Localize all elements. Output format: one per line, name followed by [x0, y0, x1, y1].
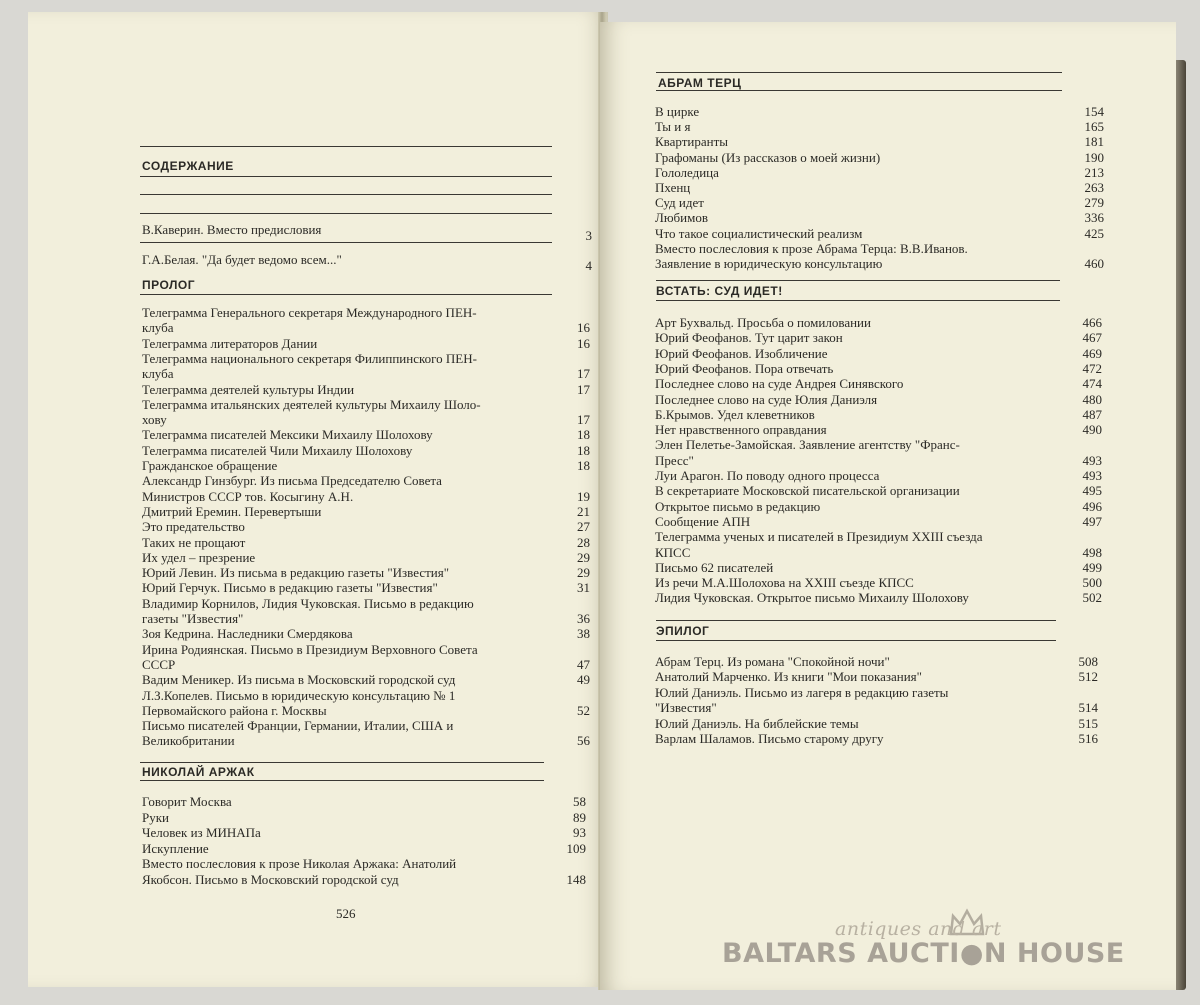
toc-entry-page: 29	[577, 565, 590, 581]
toc-entry-text: В.Каверин. Вместо предисловия	[142, 222, 322, 237]
toc-entry-page: 52	[577, 702, 590, 718]
toc-entry-text: Пхенц	[655, 180, 691, 195]
toc-entry-text: клуба	[142, 320, 174, 336]
toc-entry-text: Владимир Корнилов, Лидия Чуковская. Письмо в редакцию	[142, 595, 474, 611]
toc-entry-text: Заявление в юридическую консультацию	[655, 256, 883, 271]
toc-entry-page: 496	[1082, 498, 1102, 514]
toc-entry-page: 279	[1084, 195, 1104, 211]
section-title-arzhak: НИКОЛАЙ АРЖАК	[142, 765, 255, 779]
toc-entry-page: 165	[1084, 119, 1104, 135]
toc-entry-page: 498	[1082, 544, 1102, 560]
toc-entry-text: Нет нравственного оправдания	[655, 422, 827, 438]
toc-entry-page: 181	[1084, 134, 1104, 150]
toc-entry-page: 109	[566, 840, 586, 856]
toc-entry-page: 58	[573, 794, 586, 809]
toc-entry-text: Абрам Терц. Из романа "Спокойной ночи"	[655, 654, 890, 669]
rule	[656, 620, 1056, 621]
toc-entry-page: 49	[577, 672, 590, 688]
toc-entry-text: Искупление	[142, 840, 209, 856]
toc-entry-page: 16	[577, 320, 590, 336]
toc-entry-page: 466	[1082, 315, 1102, 330]
toc-entry-page: 497	[1082, 513, 1102, 529]
toc-entry-page: 31	[577, 580, 590, 596]
rule	[656, 300, 1060, 301]
toc-entry-text: Квартиранты	[655, 134, 729, 150]
rule	[656, 280, 1060, 281]
toc-entry-page: 28	[577, 534, 590, 550]
toc-entry-text: Открытое письмо в редакцию	[655, 498, 821, 514]
toc-entry-text: Александр Гинзбург. Из письма Председателю Совета	[142, 473, 442, 489]
toc-entry-page: 89	[573, 809, 586, 825]
toc-entry-text: Это предательство	[142, 519, 245, 535]
toc-entry-text: Сообщение АПН	[655, 513, 751, 529]
toc-entry-text: Юрий Феофанов. Изобличение	[655, 345, 828, 361]
toc-entry-page: 480	[1082, 391, 1102, 407]
toc-entry-page: 472	[1082, 360, 1102, 376]
toc-entry-text: Юрий Герчук. Письмо в редакцию газеты "Известия"	[142, 580, 438, 596]
toc-entry-page: 460	[1084, 256, 1104, 271]
toc-entry-page: 3	[585, 228, 592, 243]
toc-entry-text: Арт Бухвальд. Просьба о помиловании	[655, 315, 871, 330]
toc-entry-text: В цирке	[655, 104, 700, 119]
section-title-epilog: ЭПИЛОГ	[656, 624, 710, 638]
toc-entry-page: 17	[577, 366, 590, 382]
toc-entry-page: 508	[1078, 654, 1098, 669]
toc-entry-text: Б.Крымов. Удел клеветников	[655, 406, 815, 422]
toc-entry-page: 512	[1078, 669, 1098, 685]
toc-entry-text: Письмо писателей Франции, Германии, Италии, США и	[142, 718, 454, 734]
toc-entry-text: Элен Пелетье-Замойская. Заявление агентству "Франс-	[655, 437, 960, 453]
toc-entry-text: Руки	[142, 809, 170, 825]
toc-entry-text: Юрий Феофанов. Пора отвечать	[655, 360, 834, 376]
toc-entry-text: Л.З.Копелев. Письмо в юридическую консультацию № 1	[142, 687, 456, 703]
toc-entry-text: "Известия"	[655, 700, 717, 716]
toc-entry-page: 148	[566, 871, 586, 887]
toc-entry-text: Вместо послесловия к прозе Абрама Терца: В.В.Иванов.	[655, 240, 968, 256]
toc-entry-page: 16	[577, 335, 590, 351]
rule	[140, 146, 552, 147]
rule	[140, 176, 552, 177]
toc-entry-page: 213	[1084, 164, 1104, 180]
toc-entry-text: В секретариате Московской писательской организации	[655, 483, 960, 499]
toc-entry-page: 29	[577, 549, 590, 565]
rule	[656, 72, 1062, 73]
toc-entry-page: 36	[577, 611, 590, 626]
toc-entry-page: 487	[1082, 406, 1102, 422]
toc-title: СОДЕРЖАНИЕ	[142, 159, 234, 173]
toc-entry-text: Дмитрий Еремин. Перевертыши	[142, 503, 322, 519]
toc-entry-text: хову	[142, 412, 167, 428]
toc-entry-text: Телеграмма ученых и писателей в Президиум XXIII съезда	[655, 529, 983, 545]
rule	[140, 242, 552, 243]
section-title-prolog: ПРОЛОГ	[142, 278, 196, 292]
toc-entry-text: Говорит Москва	[142, 794, 232, 809]
toc-entry-text: Их удел – презрение	[142, 549, 256, 565]
toc-entry-text: Телеграмма писателей Чили Михаилу Шолохову	[142, 442, 413, 458]
toc-entry-text: Юлий Даниэль. Письмо из лагеря в редакцию газеты	[655, 684, 949, 700]
toc-entry-text: Юрий Левин. Из письма в редакцию газеты "Известия"	[142, 565, 450, 581]
toc-entry-page: 516	[1078, 731, 1098, 746]
toc-entry-page: 467	[1082, 330, 1102, 346]
watermark-name: BALTARS AUCTI●N HOUSE	[722, 938, 1125, 969]
rule	[140, 762, 544, 763]
toc-entry-page: 469	[1082, 345, 1102, 361]
toc-entry-text: Телеграмма Генерального секретаря Международного ПЕН-	[142, 305, 477, 320]
toc-entry-text: Луи Арагон. По поводу одного процесса	[655, 468, 880, 483]
toc-entry-page: 18	[577, 458, 590, 473]
toc-entry-page: 17	[577, 412, 590, 428]
toc-entry-text: Человек из МИНАПа	[142, 825, 261, 840]
toc-entry-text: Телеграмма национального секретаря Филиппинского ПЕН-	[142, 350, 477, 366]
toc-entry-text: Юрий Феофанов. Тут царит закон	[655, 330, 843, 346]
toc-entry-page: 56	[577, 733, 590, 749]
section-title-terts: АБРАМ ТЕРЦ	[658, 76, 742, 90]
toc-entry-text: Телеграмма деятелей культуры Индии	[142, 381, 355, 397]
section-title-court: ВСТАТЬ: СУД ИДЕТ!	[656, 284, 783, 298]
toc-entry-text: газеты "Известия"	[142, 611, 244, 626]
toc-entry-text: Ты и я	[655, 119, 691, 135]
toc-entry-page: 18	[577, 442, 590, 458]
toc-entry-text: Ирина Родиянская. Письмо в Президиум Верховного Совета	[142, 641, 478, 657]
toc-entry-text: Из речи М.А.Шолохова на XXIII съезде КПСС	[655, 575, 914, 591]
toc-entry-text: Телеграмма итальянских деятелей культуры Михаилу Шоло-	[142, 396, 481, 412]
toc-entry-page: 38	[577, 626, 590, 642]
toc-entry-text: Юлий Даниэль. На библейские темы	[655, 715, 859, 731]
toc-entry-text: Г.А.Белая. "Да будет ведомо всем..."	[142, 252, 342, 267]
toc-entry-page: 502	[1082, 590, 1102, 606]
rule	[140, 780, 544, 781]
toc-entry-text: Графоманы (Из рассказов о моей жизни)	[655, 149, 881, 165]
toc-entry-page: 493	[1082, 468, 1102, 483]
toc-entry-text: Телеграмма писателей Мексики Михаилу Шолохову	[142, 427, 433, 443]
rule	[140, 194, 552, 195]
toc-entry-text: Любимов	[655, 210, 708, 226]
toc-entry-page: 495	[1082, 483, 1102, 499]
rule	[656, 640, 1056, 641]
rule	[656, 90, 1062, 91]
toc-entry-text: КПСС	[655, 544, 691, 560]
toc-entry-page: 425	[1084, 225, 1104, 241]
toc-entry-text: Министров СССР тов. Косыгину А.Н.	[142, 488, 354, 504]
toc-entry-text: Анатолий Марченко. Из книги "Мои показания"	[655, 669, 922, 685]
toc-entry-page: 4	[585, 258, 592, 273]
toc-entry-text: Телеграмма литераторов Дании	[142, 335, 318, 351]
toc-entry-text: Пресс"	[655, 452, 694, 468]
toc-entry-text: Последнее слово на суде Андрея Синявского	[655, 376, 904, 392]
toc-entry-text: Зоя Кедрина. Наследники Смердякова	[142, 626, 353, 642]
rule	[140, 213, 552, 214]
toc-entry-page: 190	[1084, 149, 1104, 165]
toc-entry-text: Последнее слово на суде Юлия Даниэля	[655, 391, 878, 407]
toc-entry-page: 47	[577, 656, 590, 672]
toc-entry-text: Таких не прощают	[142, 534, 246, 550]
toc-entry-text: Первомайского района г. Москвы	[142, 702, 327, 718]
page-number: 526	[336, 906, 356, 921]
toc-entry-page: 515	[1078, 715, 1098, 731]
rule	[140, 294, 552, 295]
toc-entry-text: СССР	[142, 656, 176, 672]
toc-entry-page: 19	[577, 488, 590, 504]
toc-entry-page: 493	[1082, 452, 1102, 468]
toc-entry-page: 93	[573, 825, 586, 840]
toc-entry-text: Письмо 62 писателей	[655, 559, 774, 575]
toc-entry-text: Суд идет	[655, 195, 704, 211]
toc-entry-page: 474	[1082, 376, 1102, 392]
toc-entry-text: Лидия Чуковская. Открытое письмо Михаилу Шолохову	[655, 590, 969, 606]
toc-entry-text: Вместо послесловия к прозе Николая Аржака: Анатолий	[142, 856, 457, 871]
toc-entry-page: 21	[577, 503, 590, 519]
toc-entry-text: Якобсон. Письмо в Московский городской суд	[142, 871, 399, 887]
toc-entry-page: 336	[1084, 210, 1104, 226]
toc-entry-page: 27	[577, 519, 590, 535]
toc-entry-text: клуба	[142, 366, 174, 382]
toc-entry-page: 514	[1078, 700, 1098, 716]
toc-entry-page: 154	[1084, 104, 1104, 119]
watermark-tagline: antiques and art	[835, 918, 1002, 940]
toc-entry-text: Гололедица	[655, 164, 719, 180]
toc-entry-page: 17	[577, 381, 590, 397]
toc-entry-text: Что такое социалистический реализм	[655, 225, 863, 241]
toc-entry-text: Гражданское обращение	[142, 458, 278, 473]
toc-entry-page: 490	[1082, 422, 1102, 438]
toc-entry-page: 263	[1084, 180, 1104, 195]
toc-entry-text: Варлам Шаламов. Письмо старому другу	[655, 731, 884, 746]
toc-entry-page: 18	[577, 427, 590, 443]
toc-entry-text: Вадим Меникер. Из письма в Московский городской суд	[142, 672, 456, 688]
page-edge	[1176, 60, 1186, 990]
toc-entry-page: 500	[1082, 575, 1102, 591]
toc-entry-text: Великобритании	[142, 733, 235, 749]
toc-entry-page: 499	[1082, 559, 1102, 575]
